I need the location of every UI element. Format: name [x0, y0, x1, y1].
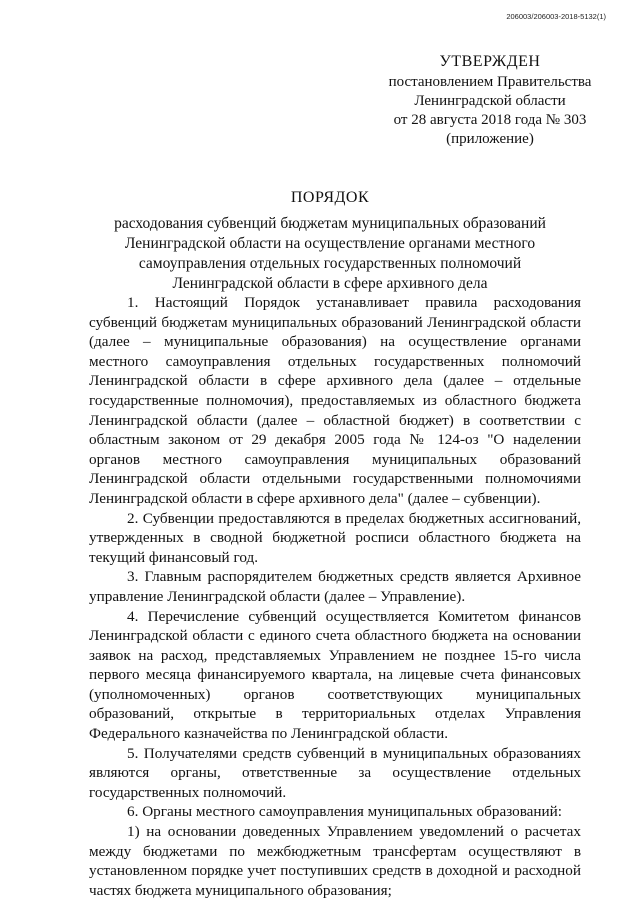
paragraph-3: 3. Главным распорядителем бюджетных средств является Архивное управление Ленинградской области (далее – Управление). — [89, 568, 581, 605]
document-body — [89, 293, 581, 900]
approval-title: УТВЕРЖДЕН — [439, 53, 541, 70]
paragraph-6-item-1: 1) на основании доведенных Управлением уведомлений о расчетах между бюджетами по межбюджетным трансфертам осуществляют в установленном порядке учет поступивших средств в доходной и расходной частях бюджета муниципального образования; — [89, 823, 581, 899]
paragraph-2: 2. Субвенции предоставляются в пределах бюджетных ассигнований, утвержденных в сводной бюджетной росписи областного бюджета на текущий финансовый год. — [89, 509, 581, 566]
heading-line-3: самоуправления отдельных государственных полномочий — [138, 255, 522, 272]
document-id: 206003/206003-2018-5132(1) — [506, 12, 606, 21]
paragraph-4: 4. Перечисление субвенций осуществляется Комитетом финансов Ленинградской области с единого счета областного бюджета на основании заявок на расход, представляемых Управлением не позднее 15-го числа первого месяца финансируемого квартала, на лицевые счета финансовых (уполномоченных) органов соответствующих муниципальных образований, открытые в территориальных отделах Управления Федерального казначейства по Ленинградской области. — [89, 607, 581, 743]
document-title: ПОРЯДОК — [290, 189, 370, 206]
document-heading — [90, 188, 570, 294]
approval-line-1: постановлением Правительства — [388, 74, 592, 90]
approval-line-3: от 28 августа 2018 года № 303 — [393, 112, 587, 128]
heading-line-4: Ленинградской области в сфере архивного дела — [172, 275, 488, 292]
paragraph-6: 6. Органы местного самоуправления муниципальных образований: — [127, 803, 563, 821]
approval-stamp-block — [370, 52, 610, 149]
heading-line-2: Ленинградской области на осуществление органами местного — [124, 235, 536, 252]
approval-line-4: (приложение) — [446, 131, 534, 147]
paragraph-5: 5. Получателями средств субвенций в муниципальных образованиях являются органы, ответственные за осуществление отдельных государственных полномочий. — [89, 744, 581, 801]
paragraph-1: 1. Настоящий Порядок устанавливает правила расходования субвенций бюджетам муниципальных образований Ленинградской области (далее – муниципальные образования) на осуществление органами местного самоуправления отдельных государственных полномочий Ленинградской области в сфере архивного дела (далее – отдельные государственные полномочия), предоставляемых из областного бюджета Ленинградской области (далее – областной бюджет) в соответствии с областным законом от 29 декабря 2005 года № 124-оз "О наделении органов местного самоуправления муниципальных образований Ленинградской области отдельными государственными полномочиями Ленинградской области в сфере архивного дела" (далее – субвенции). — [89, 294, 581, 507]
heading-line-1: расходования субвенций бюджетам муниципальных образований — [114, 215, 546, 232]
approval-line-2: Ленинградской области — [414, 93, 566, 109]
